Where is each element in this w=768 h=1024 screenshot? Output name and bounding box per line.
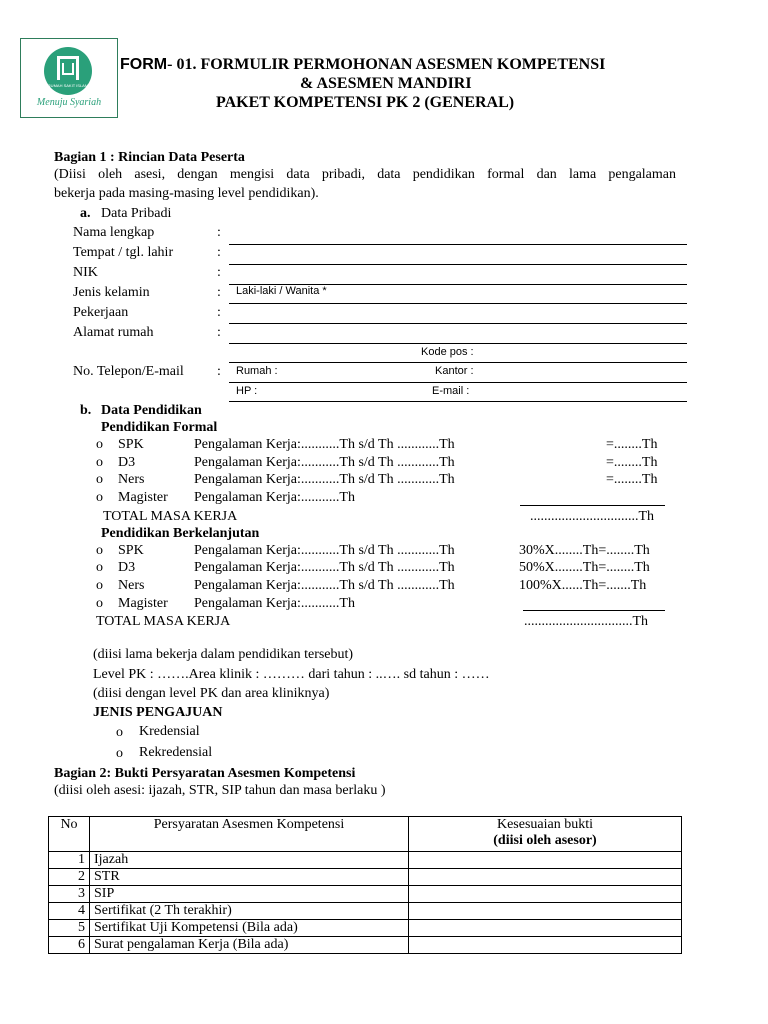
bagian2-desc: (diisi oleh asesi: ijazah, STR, SIP tahun dan masa berlaku ) bbox=[54, 783, 386, 798]
lanjut-result: 50%X........Th=........Th bbox=[519, 560, 650, 575]
total1-label: TOTAL MASA KERJA bbox=[103, 509, 238, 524]
input-pekerjaan-line[interactable] bbox=[229, 323, 687, 324]
lanjut-result: 30%X........Th=........Th bbox=[519, 543, 650, 558]
formal-exp: Pengalaman Kerja:...........Th bbox=[194, 490, 355, 505]
kode-pos-label: Kode pos : bbox=[421, 346, 474, 358]
label-nik: NIK bbox=[73, 265, 98, 280]
formal-result: =........Th bbox=[606, 437, 658, 452]
evidence-cell[interactable] bbox=[409, 869, 682, 886]
formal-level: Ners bbox=[118, 472, 145, 487]
table-row: 3 SIP bbox=[49, 886, 682, 903]
bagian1-desc-2: bekerja pada masing-masing level pendidikan). bbox=[54, 186, 319, 201]
form-word: FORM bbox=[120, 56, 168, 73]
input-jenis-line[interactable] bbox=[229, 303, 687, 304]
table-row: 1 Ijazah bbox=[49, 852, 682, 869]
formal-result: =........Th bbox=[606, 472, 658, 487]
lanjut-exp: Pengalaman Kerja:...........Th s/d Th ............Th bbox=[194, 560, 455, 575]
table-row: 5 Sertifikat Uji Kompetensi (Bila ada) bbox=[49, 920, 682, 937]
input-alamat-line[interactable] bbox=[229, 343, 687, 344]
lanjut-exp: Pengalaman Kerja:...........Th s/d Th ............Th bbox=[194, 543, 455, 558]
table-header-row bbox=[49, 817, 682, 852]
formal-exp: Pengalaman Kerja:...........Th s/d Th ............Th bbox=[194, 437, 455, 452]
header-evidence: Kesesuaian bukti (diisi oleh asesor) bbox=[409, 817, 682, 852]
formal-title: Pendidikan Formal bbox=[101, 420, 218, 435]
formal-bullet: o bbox=[96, 472, 103, 487]
label-tempat: Tempat / tgl. lahir bbox=[73, 245, 174, 260]
bagian2-title: Bagian 2: Bukti Persyaratan Asesmen Kompetensi bbox=[54, 766, 356, 781]
lanjut-exp: Pengalaman Kerja:...........Th s/d Th ............Th bbox=[194, 578, 455, 593]
hospital-logo bbox=[20, 38, 118, 118]
formal-bullet: o bbox=[96, 455, 103, 470]
option-bullet[interactable]: o bbox=[116, 746, 123, 761]
option-bullet[interactable]: o bbox=[116, 725, 123, 740]
evidence-cell[interactable] bbox=[409, 920, 682, 937]
label-nama: Nama lengkap bbox=[73, 225, 155, 240]
level-pk-line: Level PK : …….Area klinik : ……… dari tahun : ..…. sd tahun : …… bbox=[93, 667, 490, 682]
lanjut-title: Pendidikan Berkelanjutan bbox=[101, 526, 260, 541]
section-a-title: Data Pribadi bbox=[101, 206, 172, 221]
note-level-pk: (diisi dengan level PK dan area kliniknya) bbox=[93, 686, 330, 701]
title-line-2: & ASESMEN MANDIRI bbox=[300, 75, 472, 92]
bagian1-desc-1: (Diisi oleh asesi, dengan mengisi data pribadi, data pendidikan formal dan lama pengalaman bbox=[54, 167, 676, 182]
table-row: 6 Surat pengalaman Kerja (Bila ada) bbox=[49, 937, 682, 954]
total2-label: TOTAL MASA KERJA bbox=[96, 614, 231, 629]
input-rumah-line[interactable] bbox=[229, 382, 687, 383]
evidence-cell[interactable] bbox=[409, 937, 682, 954]
evidence-cell[interactable] bbox=[409, 886, 682, 903]
input-kodepos-line[interactable] bbox=[229, 362, 687, 363]
formal-exp: Pengalaman Kerja:...........Th s/d Th ............Th bbox=[194, 455, 455, 470]
label-telepon: No. Telepon/E-mail bbox=[73, 364, 184, 379]
total1-value: ...............................Th bbox=[530, 509, 655, 524]
formal-bullet: o bbox=[96, 437, 103, 452]
table-row: 2 STR bbox=[49, 869, 682, 886]
jenis-kelamin-value: Laki-laki / Wanita * bbox=[236, 285, 327, 297]
section-a-label: a. bbox=[80, 206, 91, 221]
table-row: 4 Sertifikat (2 Th terakhir) bbox=[49, 903, 682, 920]
logo-script-text: Menuju Syariah bbox=[36, 97, 102, 108]
lanjut-sum-line bbox=[523, 610, 665, 611]
email-label: E-mail : bbox=[432, 385, 470, 397]
label-jenis-kelamin: Jenis kelamin bbox=[73, 285, 150, 300]
header-requirement: Persyaratan Asesmen Kompetensi bbox=[90, 817, 409, 852]
option-kredensial[interactable]: Kredensial bbox=[139, 724, 200, 739]
section-b-label: b. bbox=[80, 403, 92, 418]
note-lama-bekerja: (diisi lama bekerja dalam pendidikan tersebut) bbox=[93, 647, 354, 662]
lanjut-level: Ners bbox=[118, 578, 145, 593]
formal-level: Magister bbox=[118, 490, 168, 505]
input-tempat-line[interactable] bbox=[229, 264, 687, 265]
formal-level: SPK bbox=[118, 437, 144, 452]
logo-emblem-icon bbox=[44, 47, 92, 95]
lanjut-level: D3 bbox=[118, 560, 136, 575]
evidence-cell[interactable] bbox=[409, 903, 682, 920]
kantor-label: Kantor : bbox=[435, 365, 474, 377]
requirements-table bbox=[48, 816, 682, 954]
formal-bullet: o bbox=[96, 490, 103, 505]
lanjut-result: 100%X......Th=.......Th bbox=[519, 578, 647, 593]
formal-sum-line bbox=[520, 505, 665, 506]
option-rekredensial[interactable]: Rekredensial bbox=[139, 745, 213, 760]
lanjut-bullet: o bbox=[96, 596, 103, 611]
lanjut-bullet: o bbox=[96, 543, 103, 558]
lanjut-bullet: o bbox=[96, 578, 103, 593]
input-nama-line[interactable] bbox=[229, 244, 687, 245]
hp-label: HP : bbox=[236, 385, 258, 397]
logo-ring-text: RUMAH SAKIT ISLAM bbox=[47, 83, 89, 88]
lanjut-level: Magister bbox=[118, 596, 168, 611]
rumah-label: Rumah : bbox=[236, 365, 278, 377]
label-pekerjaan: Pekerjaan bbox=[73, 305, 129, 320]
total2-value: ...............................Th bbox=[524, 614, 649, 629]
label-alamat: Alamat rumah bbox=[73, 325, 154, 340]
formal-exp: Pengalaman Kerja:...........Th s/d Th ............Th bbox=[194, 472, 455, 487]
title-line-3: PAKET KOMPETENSI PK 2 (GENERAL) bbox=[216, 94, 515, 111]
lanjut-level: SPK bbox=[118, 543, 144, 558]
bagian1-title: Bagian 1 : Rincian Data Peserta bbox=[54, 150, 245, 165]
input-hp-line[interactable] bbox=[229, 401, 687, 402]
title-line-1: FORM- 01. FORMULIR PERMOHONAN ASESMEN KOMPETENSI bbox=[120, 56, 606, 73]
header-no: No bbox=[49, 817, 90, 852]
jenis-pengajuan-title: JENIS PENGAJUAN bbox=[93, 705, 223, 720]
lanjut-bullet: o bbox=[96, 560, 103, 575]
formal-result: =........Th bbox=[606, 455, 658, 470]
lanjut-exp: Pengalaman Kerja:...........Th bbox=[194, 596, 355, 611]
formal-level: D3 bbox=[118, 455, 136, 470]
section-b-title: Data Pendidikan bbox=[101, 403, 202, 418]
evidence-cell[interactable] bbox=[409, 852, 682, 869]
